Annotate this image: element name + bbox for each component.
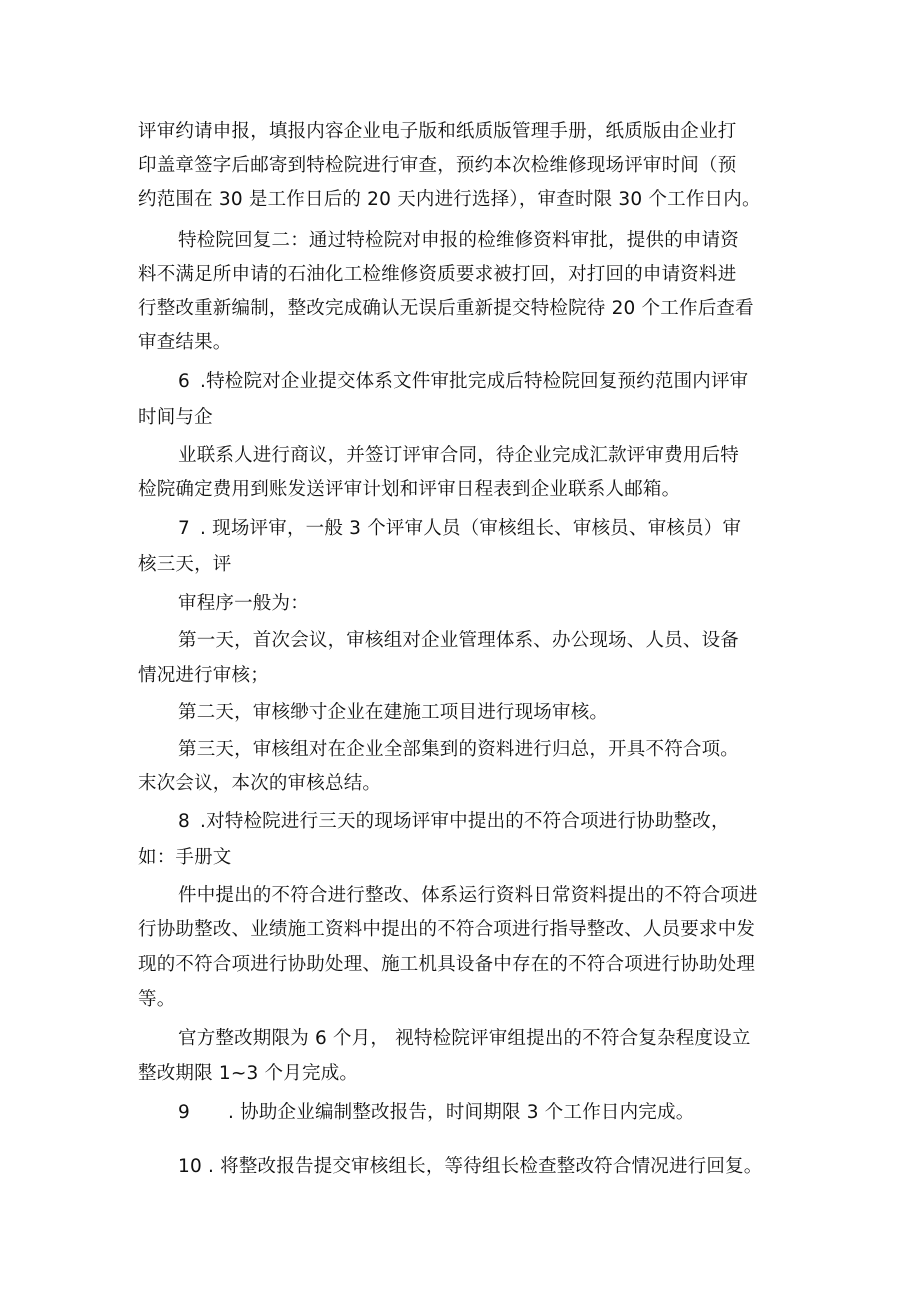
list-number: 6: [178, 371, 190, 392]
list-number: 8: [178, 811, 190, 832]
list-item-text: .特检院对企业提交体系文件审批完成后特检院回复预约范围内评审: [200, 371, 749, 392]
paragraph-line: 等。: [138, 989, 176, 1010]
paragraph-line: 审程序一般为：: [178, 593, 309, 614]
paragraph-line: 审查结果。: [138, 332, 232, 353]
paragraph-line: 整改期限 1~3 个月完成。: [138, 1063, 359, 1084]
list-item-text: .对特检院进行三天的现场评审中提出的不符合项进行协助整改，: [200, 811, 730, 832]
paragraph-line: 行协助整改、业绩施工资料中提出的不符合项进行指导整改、人员要求中发: [138, 919, 756, 940]
paragraph-line: 第三天，审核组对在企业全部集到的资料进行归总，开具不符合项。: [178, 739, 740, 760]
paragraph-line: 约范围在 30 是工作日后的 20 天内进行选择），审查时限 30 个工作日内。: [138, 189, 761, 210]
list-item-text: . 协助企业编制整改报告，时间期限 3 个工作日内完成。: [228, 1102, 695, 1123]
paragraph-line: 业联系人进行商议，并签订评审合同，待企业完成汇款评审费用后特: [178, 445, 740, 466]
paragraph-line: 现的不符合项进行协助处理、施工机具设备中存在的不符合项进行协助处理: [138, 954, 756, 975]
paragraph-line: 检院确定费用到账发送评审计划和评审日程表到企业联系人邮箱。: [138, 479, 681, 500]
list-item-text: . 将整改报告提交审核组长，等待组长检查整改符合情况进行回复。: [208, 1156, 763, 1177]
paragraph-line: 时间与企: [138, 407, 213, 428]
paragraph-line: 如：手册文: [138, 847, 232, 868]
paragraph-line: 行整改重新编制，整改完成确认无误后重新提交特检院待 20 个工作后查看: [138, 298, 754, 319]
paragraph-line: 核三天，评: [138, 554, 232, 575]
paragraph-line: 印盖章签字后邮寄到特检院进行审查，预约本次检维修现场评审时间（预: [138, 155, 737, 176]
list-item-9: [178, 1100, 694, 1126]
paragraph-line: 特检院回复二：通过特检院对申报的检维修资料审批，提供的申请资: [178, 230, 740, 251]
paragraph-line: 末次会议，本次的审核总结。: [138, 773, 382, 794]
list-item-8: [178, 809, 730, 835]
list-item-7: [178, 516, 741, 542]
list-item-text: . 现场评审，一般 3 个评审人员（审核组长、审核员、审核员）审: [200, 518, 742, 539]
paragraph-line: 第一天，首次会议，审核组对企业管理体系、办公现场、人员、设备: [178, 630, 740, 651]
paragraph-line: 件中提出的不符合进行整改、体系运行资料日常资料提出的不符合项进: [178, 885, 758, 906]
list-item-10: [178, 1154, 762, 1180]
list-number: 9: [178, 1102, 190, 1123]
list-item-6: [178, 369, 748, 395]
paragraph-line: 情况进行审核；: [138, 665, 269, 686]
list-number: 7: [178, 518, 190, 539]
paragraph-line: 官方整改期限为 6 个月， 视特检院评审组提出的不符合复杂程度设立: [178, 1028, 751, 1049]
paragraph-line: 料不满足所申请的石油化工检维修资质要求被打回，对打回的申请资料进: [138, 264, 737, 285]
list-number: 10: [178, 1156, 202, 1177]
paragraph-line: 第二天，审核缈寸企业在建施工项目进行现场审核。: [178, 702, 609, 723]
paragraph-line: 评审约请申报，填报内容企业电子版和纸质版管理手册，纸质版由企业打: [138, 121, 737, 142]
